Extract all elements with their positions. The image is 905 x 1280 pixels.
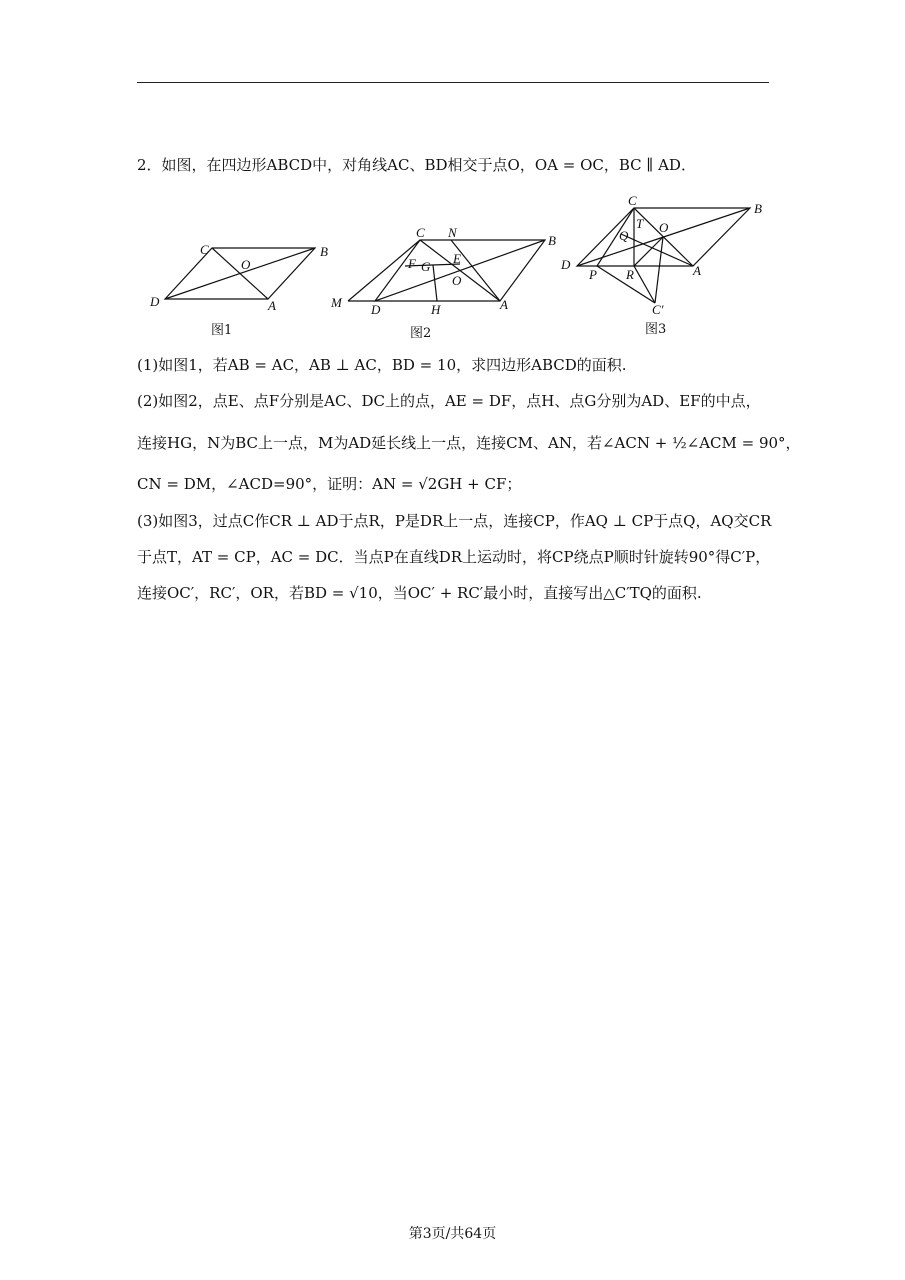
figure-2-label-n: N [448,225,457,240]
figure-1 [145,238,345,313]
figure-2-segment-gh [433,265,437,301]
figure-2-label-m: M [331,295,342,310]
figure-3-label-b: B [754,201,762,216]
figure-2-label-b: B [548,233,556,248]
figure-1-label-o: O [241,257,251,272]
figure-3-label-c-prime: C′ [652,302,664,317]
header-rule [137,82,769,83]
figure-3 [555,190,770,320]
figure-3-segment-rc-prime [634,266,655,303]
figure-3-label-t: T [636,216,644,231]
figure-1-caption: 图1 [211,323,233,338]
figure-3-segment-oc-prime [655,237,663,303]
figure-2-label-d: D [371,302,381,317]
figure-1-label-d: D [150,294,160,309]
figure-2-label-g: G [421,259,431,274]
part-3-line-1: (3)如图3，过点C作CR ⊥ AD于点R，P是DR上一点，连接CP，作AQ ⊥ CP于点Q，AQ交CR [137,512,772,530]
figure-2-diagram [328,223,563,318]
figure-1-label-a: A [268,298,276,313]
part-3-line-2: 于点T，AT = CP，AC = DC．当点P在直线DR上运动时，将CP绕点P顺时针旋转90°得C′P， [137,548,771,566]
figure-2-label-h: H [431,302,441,317]
figure-1-label-c: C [200,242,209,257]
part-2-line-2: 连接HG，N为BC上一点，M为AD延长线上一点，连接CM、AN，若∠ACN + ½∠ACM = 90°， [137,434,801,452]
figure-3-caption: 图3 [645,322,667,337]
figure-2-label-a: A [500,297,508,312]
figure-3-label-q: Q [619,228,629,243]
figure-2-caption: 图2 [410,326,432,341]
figure-1-diagram [145,238,345,313]
figure-3-label-p: P [589,267,597,282]
problem-title: 2．如图，在四边形ABCD中，对角线AC、BD相交于点O，OA = OC，BC ∥ AD． [137,156,696,174]
figure-2-label-c: C [416,225,425,240]
figure-2-label-f: F [408,256,416,271]
figure-1-label-b: B [320,244,328,259]
part-1: (1)如图1，若AB = AC，AB ⊥ AC，BD = 10，求四边形ABCD的面积. [137,356,627,374]
part-2-line-3: CN = DM，∠ACD=90°，证明：AN = √2GH + CF； [137,475,522,493]
figure-3-label-o: O [659,220,669,235]
figure-3-diagram [555,190,770,320]
figure-3-label-r: R [626,267,634,282]
figure-2-label-e: E [453,251,461,266]
figure-2-label-o: O [452,273,462,288]
figure-2 [328,223,563,318]
figure-3-label-c: C [628,193,637,208]
figure-3-label-a: A [693,263,701,278]
figure-1-diagonal-bd [165,248,315,299]
figure-2-diagonal-bd [375,240,545,301]
figure-3-label-d: D [561,257,571,272]
part-3-line-3: 连接OC′，RC′，OR，若BD = √10，当OC′ + RC′最小时，直接写出△C′TQ的面积. [137,584,702,602]
page-footer: 第3页/共64页 [408,1226,497,1242]
part-2-line-1: (2)如图2，点E、点F分别是AC、DC上的点，AE = DF，点H、点G分别为AD、EF的中点， [137,392,761,410]
